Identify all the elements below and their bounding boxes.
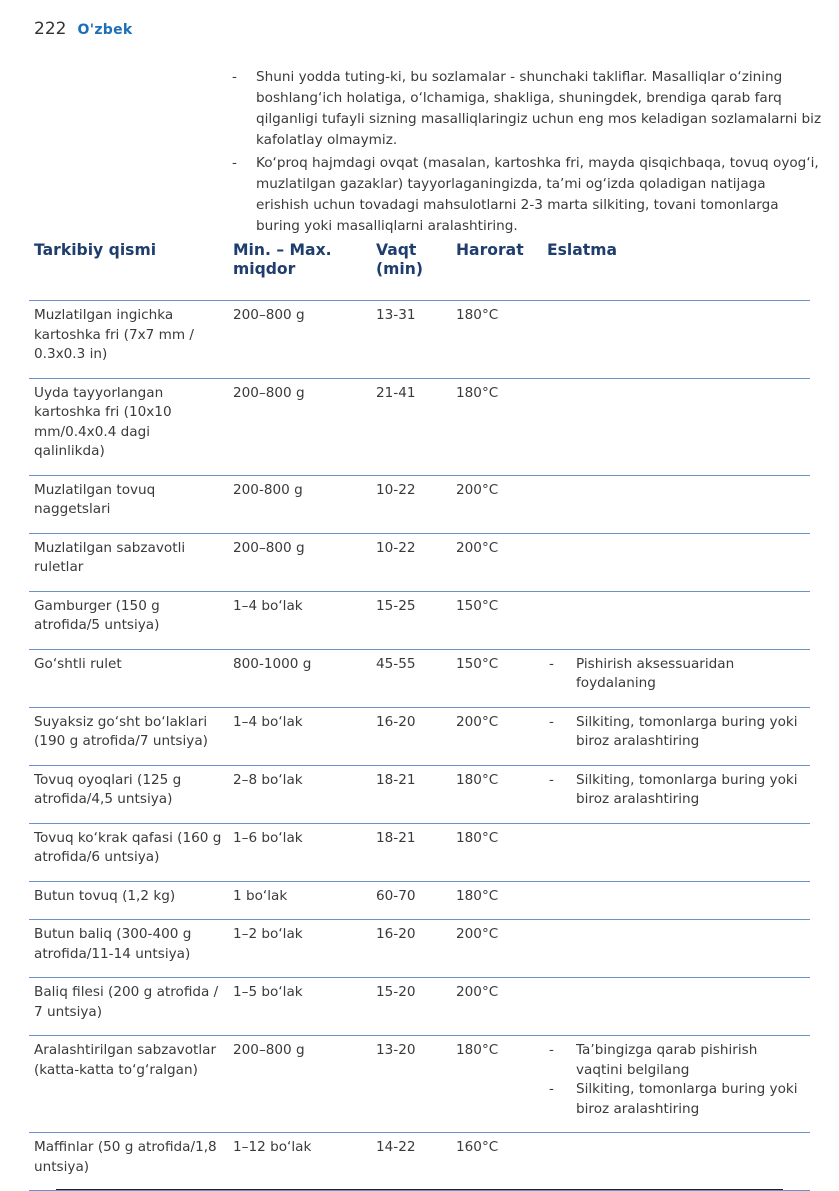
amount-cell: 1–2 bo‘lak [228,920,371,978]
temperature-cell: 150°C [451,649,542,707]
table-row [29,591,810,649]
ingredient-cell: Aralashtirilgan sabzavotlar (katta-katta to‘g‘ralgan) [29,1036,228,1133]
note-cell [542,823,810,881]
temperature-cell: 200°C [451,707,542,765]
table-row [29,881,810,920]
table-body [29,301,810,1191]
table-row [29,649,810,707]
table-row [29,378,810,475]
ingredient-cell: Go‘shtli rulet [29,649,228,707]
note-list [547,655,806,694]
time-cell: 13-20 [371,1036,451,1133]
table-row [29,765,810,823]
temperature-cell: 180°C [451,881,542,920]
ingredient-cell: Baliq filesi (200 g atrofida / 7 untsiya) [29,978,228,1036]
time-cell: 45-55 [371,649,451,707]
note-item: - Silkiting, tomonlarga buring yoki biroz aralashtiring [549,1081,798,1117]
time-cell: 16-20 [371,707,451,765]
note-cell [542,591,810,649]
usage-note: - Shuni yodda tuting-ki, bu sozlamalar - shunchaki takliflar. Masalliqlar o‘zining boshlang‘ich holatiga, o‘lchamiga, shakliga, shuningdek, brendiga qarab farq qilganligi tufayli sizning masalliqlaringiz uchun eng mos keladigan sozlamalarni biz kafolatlay olmaymiz. [232,69,822,148]
table-row [29,707,810,765]
cooking-settings-table [29,238,810,1191]
temperature-cell: 200°C [451,533,542,591]
ingredient-cell: Uyda tayyorlangan kartoshka fri (10x10 mm/0.4x0.4 dagi qalinlikda) [29,378,228,475]
column-header-temperature: Harorat [451,238,542,301]
note-item: - Pishirish aksessuaridan foydalaning [549,655,735,691]
time-cell: 15-25 [371,591,451,649]
amount-cell: 1–4 bo‘lak [228,707,371,765]
note-list [547,713,806,752]
table-row [29,475,810,533]
note-cell [542,1133,810,1191]
note-cell [542,765,810,823]
time-cell: 60-70 [371,881,451,920]
note-cell [542,1036,810,1133]
amount-cell: 200–800 g [228,378,371,475]
table-row [29,1036,810,1133]
temperature-cell: 180°C [451,765,542,823]
time-cell: 18-21 [371,823,451,881]
time-cell: 14-22 [371,1133,451,1191]
time-cell: 10-22 [371,475,451,533]
note-cell [542,881,810,920]
column-header-note: Eslatma [542,238,810,301]
amount-cell: 2–8 bo‘lak [228,765,371,823]
amount-cell: 1–5 bo‘lak [228,978,371,1036]
ingredient-cell: Gamburger (150 g atrofida/5 untsiya) [29,591,228,649]
amount-cell: 200-800 g [228,475,371,533]
column-header-amount: Min. – Max. miqdor [228,238,371,301]
ingredient-cell: Butun baliq (300-400 g atrofida/11-14 untsiya) [29,920,228,978]
page-header [34,19,133,39]
time-cell: 10-22 [371,533,451,591]
note-list [547,1041,806,1119]
time-cell: 18-21 [371,765,451,823]
ingredient-cell: Tovuq ko‘krak qafasi (160 g atrofida/6 untsiya) [29,823,228,881]
temperature-cell: 200°C [451,978,542,1036]
table-row [29,533,810,591]
amount-cell: 200–800 g [228,1036,371,1133]
time-cell: 16-20 [371,920,451,978]
ingredient-cell: Muzlatilgan ingichka kartoshka fri (7x7 mm / 0.3x0.3 in) [29,301,228,379]
note-cell [542,533,810,591]
ingredient-cell: Butun tovuq (1,2 kg) [29,881,228,920]
column-header-time: Vaqt (min) [371,238,451,301]
note-item: - Silkiting, tomonlarga buring yoki biroz aralashtiring [549,771,798,807]
note-cell [542,475,810,533]
table-row [29,823,810,881]
temperature-cell: 180°C [451,1036,542,1133]
time-cell: 21-41 [371,378,451,475]
ingredient-cell: Muzlatilgan sabzavotli ruletlar [29,533,228,591]
note-cell [542,301,810,379]
language-label: O'zbek [77,22,133,38]
table-row [29,1133,810,1191]
temperature-cell: 180°C [451,823,542,881]
usage-note: - Ko‘proq hajmdagi ovqat (masalan, kartoshka fri, mayda qisqichbaqa, tovuq oyog‘i, muzlatilgan gazaklar) tayyorlaganingizda, ta’mi og‘izda qoladigan natijaga erishish uchun tovadagi mahsulotlarni 2-3 marta silkiting, tovani tomonlarga buring yoki masalliqlarni aralashtiring. [232,155,819,234]
ingredient-cell: Tovuq oyoqlari (125 g atrofida/4,5 untsiya) [29,765,228,823]
temperature-cell: 200°C [451,920,542,978]
amount-cell: 1 bo‘lak [228,881,371,920]
ingredient-cell: Suyaksiz go‘sht bo‘laklari (190 g atrofida/7 untsiya) [29,707,228,765]
amount-cell: 800-1000 g [228,649,371,707]
note-item: - Ta’bingizga qarab pishirish vaqtini belgilang [549,1042,758,1078]
ingredient-cell: Muzlatilgan tovuq naggetslari [29,475,228,533]
amount-cell: 200–800 g [228,533,371,591]
note-cell [542,378,810,475]
usage-notes [232,67,822,239]
page-number: 222 [34,19,67,39]
column-header-ingredient: Tarkibiy qismi [29,238,228,301]
temperature-cell: 180°C [451,301,542,379]
note-list [547,771,806,810]
temperature-cell: 200°C [451,475,542,533]
note-cell [542,707,810,765]
amount-cell: 1–6 bo‘lak [228,823,371,881]
temperature-cell: 180°C [451,378,542,475]
table-row [29,301,810,379]
amount-cell: 1–4 bo‘lak [228,591,371,649]
temperature-cell: 160°C [451,1133,542,1191]
ingredient-cell: Maffinlar (50 g atrofida/1,8 untsiya) [29,1133,228,1191]
table-row [29,920,810,978]
note-cell [542,978,810,1036]
table-row [29,978,810,1036]
amount-cell: 200–800 g [228,301,371,379]
note-item: - Silkiting, tomonlarga buring yoki biroz aralashtiring [549,713,798,749]
table-header-row [29,238,810,301]
temperature-cell: 150°C [451,591,542,649]
time-cell: 13-31 [371,301,451,379]
amount-cell: 1–12 bo‘lak [228,1133,371,1191]
note-cell [542,649,810,707]
footer-divider [56,1189,783,1190]
note-cell [542,920,810,978]
time-cell: 15-20 [371,978,451,1036]
